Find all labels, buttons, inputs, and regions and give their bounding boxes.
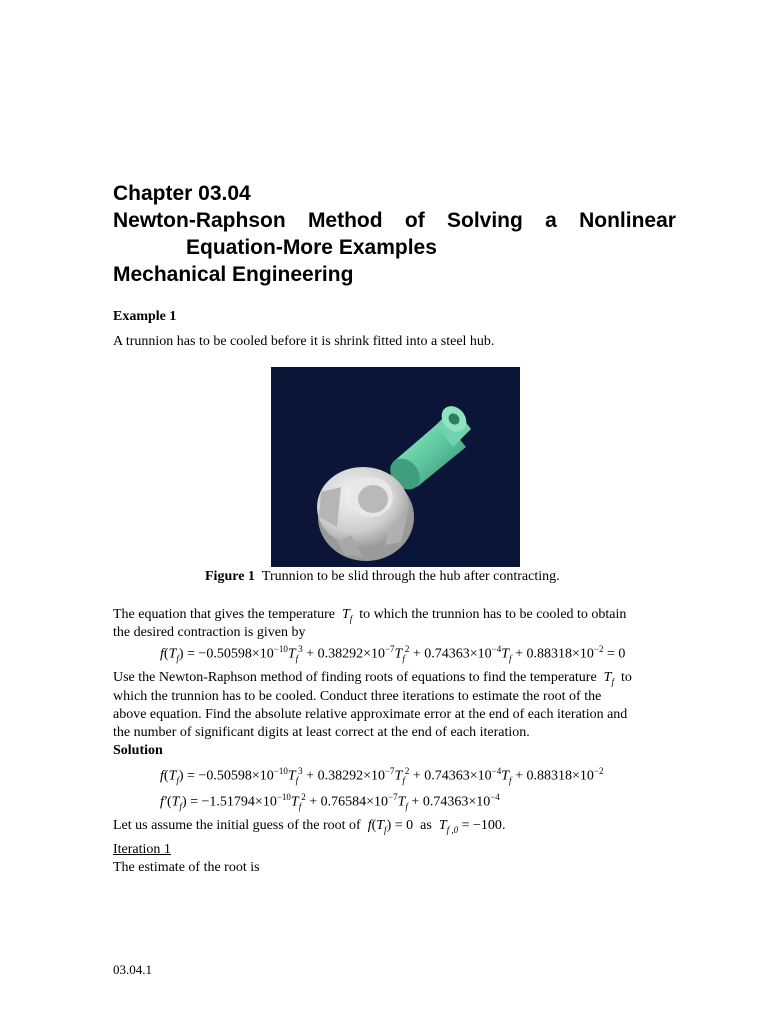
instruction-line-4: the number of significant digits at least correct at the end of each iteration. bbox=[113, 725, 530, 740]
temperature-symbol: $T_f$ bbox=[603, 670, 614, 687]
subject-heading: Mechanical Engineering bbox=[113, 263, 354, 286]
trunnion-hub-figure bbox=[271, 367, 520, 567]
problem-line-2: the desired contraction is given by bbox=[113, 625, 306, 640]
main-equation: $f(T_f) = -0.50598\times 10^{-10}T_f^3 + 0.38292\times 10^{-7}T_f^2 + 0.74363\times 10^{-4}T_f + 0.88318\times 10^{-2} = 0$ bbox=[160, 644, 626, 664]
problem-text: Use the Newton-Raphson method of finding roots of equations to find the temperature bbox=[113, 670, 597, 685]
title-word: Solving bbox=[446, 209, 523, 232]
derivative-equation: $f'(T_f) = -1.51794\times 10^{-10}T_f^2 + 0.76584\times 10^{-7}T_f + 0.74363\times 10^{-4}$ bbox=[160, 792, 500, 812]
trunnion-hub-illustration bbox=[271, 367, 520, 567]
root-condition: $f(T_f) = 0$ bbox=[367, 818, 414, 835]
figure-caption-text: Trunnion to be slid through the hub after contracting. bbox=[261, 569, 560, 584]
figure-label: Figure 1 bbox=[205, 569, 255, 584]
example-intro: A trunnion has to be cooled before it is shrink fitted into a steel hub. bbox=[113, 334, 495, 349]
title-word: Method bbox=[307, 209, 383, 232]
title-word: Newton-Raphson bbox=[113, 209, 286, 232]
estimate-text: The estimate of the root is bbox=[113, 860, 260, 875]
title-word: Nonlinear bbox=[579, 209, 676, 232]
function-equation: $f(T_f) = -0.50598\times 10^{-10}T_f^3 + 0.38292\times 10^{-7}T_f^2 + 0.74363\times 10^{-4}T_f + 0.88318\times 10^{-2}$ bbox=[160, 766, 604, 786]
example-heading: Example 1 bbox=[113, 309, 177, 324]
figure-caption bbox=[205, 568, 560, 586]
title-line-2: Equation-More Examples bbox=[186, 236, 437, 259]
problem-text: The equation that gives the temperature bbox=[113, 607, 335, 622]
title-word: a bbox=[545, 209, 557, 232]
iteration-heading: Iteration 1 bbox=[113, 842, 171, 857]
chapter-heading: Chapter 03.04 bbox=[113, 182, 251, 205]
problem-text: to bbox=[620, 670, 632, 685]
title-word: of bbox=[404, 209, 425, 232]
solution-text: as bbox=[420, 818, 432, 833]
problem-text: to which the trunnion has to be cooled to obtain bbox=[359, 607, 627, 622]
solution-text: Let us assume the initial guess of the root of bbox=[113, 818, 361, 833]
title-line-1 bbox=[113, 209, 676, 233]
initial-guess-line: Let us assume the initial guess of the root of $f(T_f) = 0$ as $T_{f ,0} = -100$. bbox=[113, 818, 506, 835]
page-number: 03.04.1 bbox=[113, 962, 152, 977]
instruction-line-2: which the trunnion has to be cooled. Conduct three iterations to estimate the root of the bbox=[113, 689, 602, 704]
solution-heading: Solution bbox=[113, 743, 163, 758]
instruction-line-3: above equation. Find the absolute relative approximate error at the end of each iteration and bbox=[113, 707, 628, 722]
temperature-symbol: $T_f$ bbox=[341, 607, 353, 624]
initial-guess: $T_{f ,0} = -100$ bbox=[438, 818, 502, 835]
